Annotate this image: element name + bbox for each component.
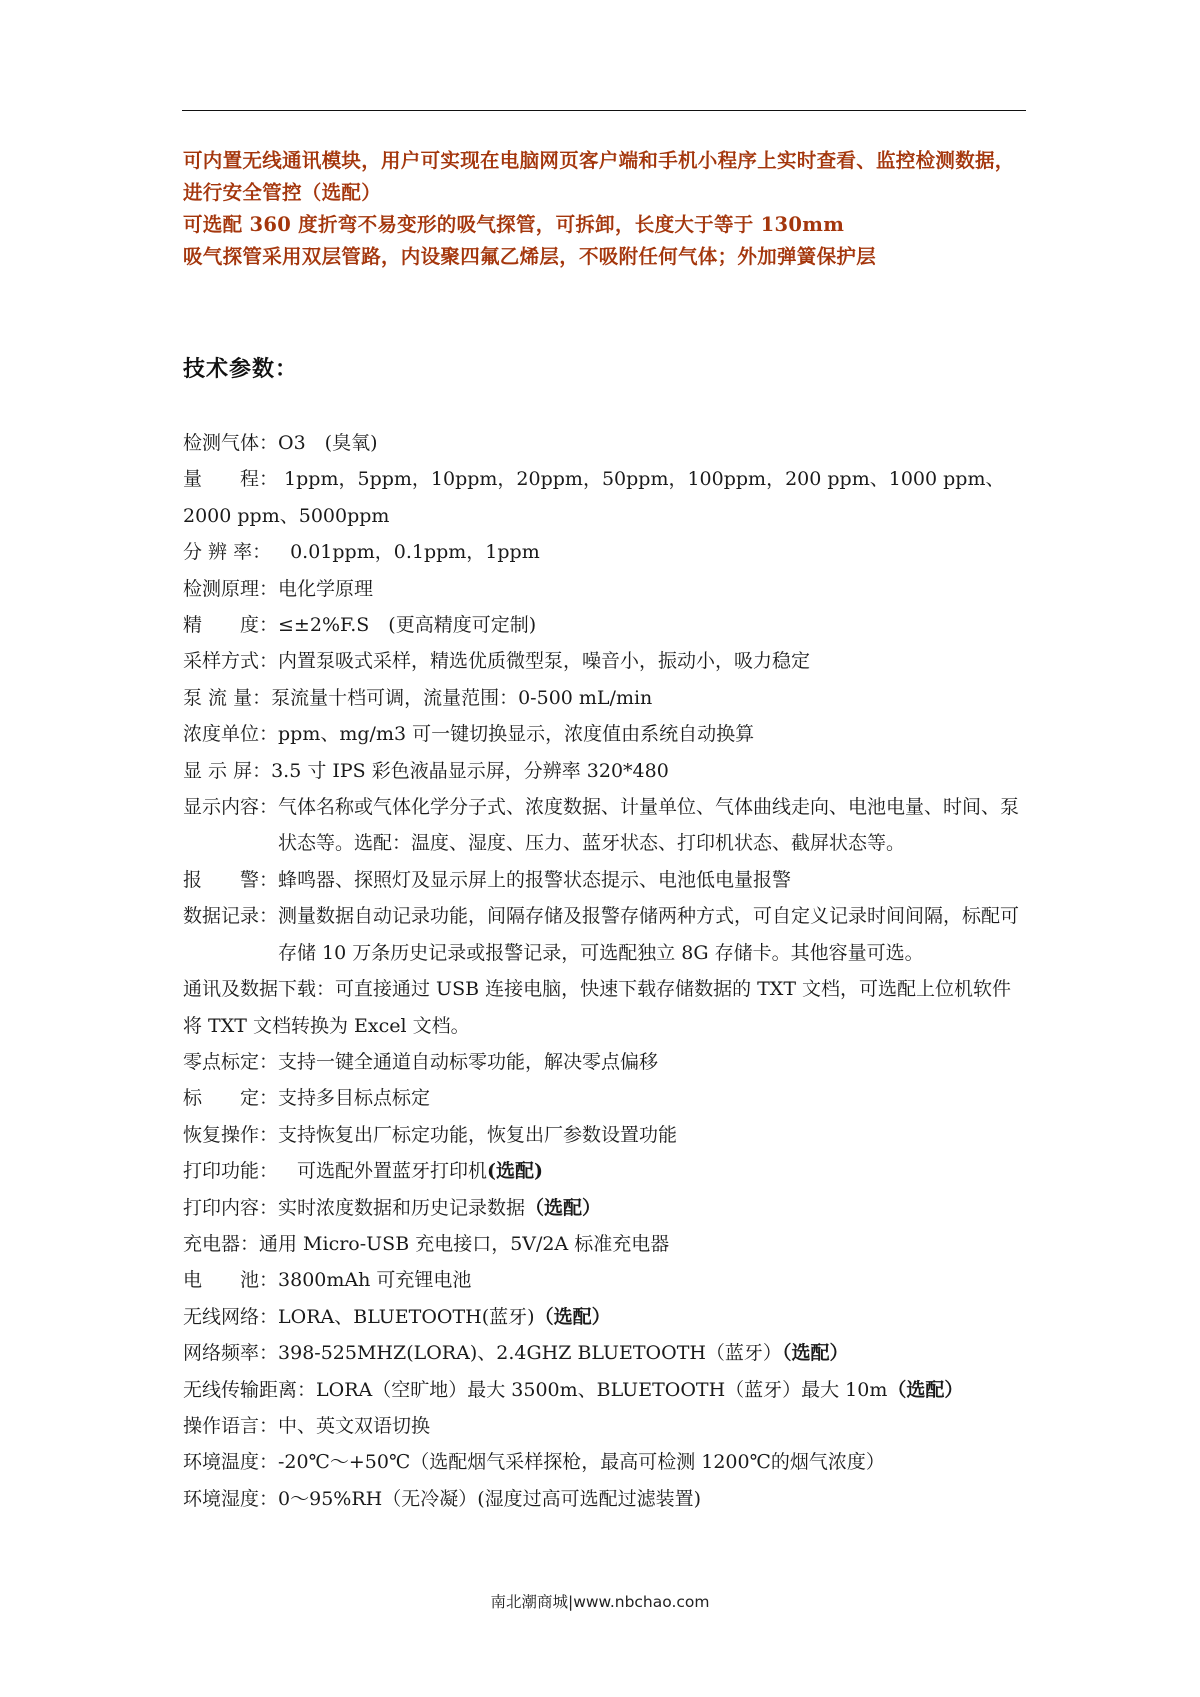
- spec-value: 1ppm，5ppm，10ppm，20ppm，50ppm，100ppm，200 ppm、1000 ppm、2000 ppm、5000ppm: [183, 468, 1005, 527]
- spec-value: [278, 1299, 1028, 1335]
- spec-label: 浓度单位：: [183, 723, 279, 746]
- spec-row: [183, 1408, 1028, 1444]
- spec-label: 无线网络：: [183, 1305, 279, 1328]
- spec-value: 支持多目标点标定: [278, 1087, 431, 1110]
- spec-row: [183, 1444, 1028, 1480]
- spec-value: ppm、mg/m3 可一键切换显示，浓度值由系统自动换算: [278, 723, 755, 746]
- spec-value: 中、英文双语切换: [278, 1414, 431, 1437]
- optional-tag: （选配）: [534, 1305, 611, 1328]
- page-footer: 南北潮商城|www.nbchao.com: [490, 1593, 710, 1611]
- spec-label: 环境温度：: [183, 1451, 279, 1474]
- spec-label: 显 示 屏：: [183, 759, 272, 782]
- spec-row: [183, 1044, 1028, 1080]
- spec-label: 显示内容：: [183, 796, 279, 819]
- header-rule: [182, 110, 1026, 111]
- spec-value: [278, 1153, 1028, 1189]
- spec-value: 通用 Micro-USB 充电接口，5V/2A 标准充电器: [259, 1232, 670, 1255]
- spec-label: 数据记录：: [183, 905, 279, 928]
- spec-value: 电化学原理: [278, 577, 374, 600]
- spec-row: [183, 716, 1028, 752]
- spec-row: [183, 1372, 1028, 1408]
- spec-value: 3.5 寸 IPS 彩色液晶显示屏，分辨率 320*480: [271, 759, 669, 782]
- spec-row: [183, 607, 1028, 643]
- highlight-line: 吸气探管采用双层管路，内设聚四氟乙烯层，不吸附任何气体；外加弹簧保护层: [183, 245, 877, 268]
- spec-row: [183, 1190, 1028, 1226]
- spec-label: 打印功能：: [183, 1160, 279, 1183]
- spec-value: 内置泵吸式采样，精选优质微型泵，噪音小，振动小，吸力稳定: [278, 650, 811, 673]
- spec-label: 充电器：: [183, 1232, 260, 1255]
- spec-label: 环境湿度：: [183, 1487, 279, 1510]
- spec-row: [183, 1153, 1028, 1189]
- spec-label: 分 辨 率：: [183, 541, 272, 564]
- spec-label: 采样方式：: [183, 650, 279, 673]
- spec-value: 泵流量十档可调，流量范围：0-500 mL/min: [271, 686, 653, 709]
- spec-list: [183, 425, 1028, 1517]
- spec-row: [183, 461, 1028, 534]
- highlight-line: 可选配 360 度折弯不易变形的吸气探管，可拆卸，长度大于等于 130mm: [183, 213, 845, 236]
- spec-row: [183, 1080, 1028, 1116]
- spec-row: [183, 1481, 1028, 1517]
- spec-label: 精 度：: [183, 614, 279, 637]
- spec-label: 通讯及数据下载：: [183, 978, 336, 1001]
- spec-value: [316, 1372, 1028, 1408]
- spec-label: 检测原理：: [183, 577, 279, 600]
- spec-value: 3800mAh 可充锂电池: [278, 1269, 472, 1292]
- spec-value-text: 实时浓度数据和历史记录数据: [278, 1196, 526, 1219]
- spec-value: [278, 1190, 1028, 1226]
- spec-row: [183, 1117, 1028, 1153]
- spec-value: 蜂鸣器、探照灯及显示屏上的报警状态提示、电池低电量报警: [278, 868, 792, 891]
- spec-value: 支持一键全通道自动标零功能，解决零点偏移: [278, 1050, 659, 1073]
- spec-label: 打印内容：: [183, 1196, 279, 1219]
- spec-value-text: 398-525MHZ(LORA)、2.4GHZ BLUETOOTH（蓝牙）: [278, 1342, 782, 1365]
- spec-value: 气体名称或气体化学分子式、浓度数据、计量单位、气体曲线走向、电池电量、时间、泵状态等。选配：温度、湿度、压力、蓝牙状态、打印机状态、截屏状态等。: [278, 796, 1020, 855]
- spec-row: [183, 753, 1028, 789]
- spec-row: [183, 898, 1028, 971]
- spec-row: [183, 1262, 1028, 1298]
- section-heading: 技术参数：: [183, 356, 299, 382]
- spec-value-text: LORA（空旷地）最大 3500m、BLUETOOTH（蓝牙）最大 10m: [316, 1378, 888, 1401]
- spec-row: [183, 643, 1028, 679]
- spec-label: 标 定：: [183, 1087, 279, 1110]
- spec-label: 报 警：: [183, 868, 279, 891]
- spec-value: [278, 1335, 1028, 1371]
- spec-value: 可直接通过 USB 连接电脑，快速下载存储数据的 TXT 文档，可选配上位机软件将 TXT 文档转换为 Excel 文档。: [183, 978, 1012, 1037]
- spec-value: O3 (臭氧): [278, 432, 378, 454]
- spec-value: 0.01ppm，0.1ppm，1ppm: [271, 541, 540, 564]
- optional-tag: （选配）: [525, 1196, 602, 1219]
- spec-row: [183, 1299, 1028, 1335]
- spec-value: ≤±2%F.S (更高精度可定制): [278, 614, 537, 637]
- spec-row: [183, 534, 1028, 570]
- spec-label: 电 池：: [183, 1269, 279, 1292]
- spec-value-text: LORA、BLUETOOTH(蓝牙): [278, 1305, 535, 1328]
- spec-label: 泵 流 量：: [183, 686, 272, 709]
- feature-highlights: [183, 145, 1033, 273]
- spec-row: [183, 680, 1028, 716]
- spec-row: [183, 862, 1028, 898]
- spec-label: 恢复操作：: [183, 1123, 279, 1146]
- spec-row: [183, 1335, 1028, 1371]
- optional-tag: （选配）: [887, 1378, 964, 1401]
- spec-value: 测量数据自动记录功能，间隔存储及报警存储两种方式，可自定义记录时间间隔，标配可存储 10 万条历史记录或报警记录，可选配独立 8G 存储卡。其他容量可选。: [278, 905, 1020, 964]
- highlight-line: 可内置无线通讯模块，用户可实现在电脑网页客户端和手机小程序上实时查看、监控检测数据，进行安全管控（选配）: [183, 149, 1015, 204]
- spec-value: 0～95%RH（无冷凝）(湿度过高可选配过滤装置): [278, 1487, 702, 1510]
- spec-value: 支持恢复出厂标定功能，恢复出厂参数设置功能: [278, 1123, 678, 1146]
- spec-row: [183, 971, 1028, 1044]
- spec-label: 检测气体：: [183, 432, 279, 454]
- spec-value: -20℃～+50℃（选配烟气采样探枪，最高可检测 1200℃的烟气浓度）: [278, 1451, 885, 1474]
- spec-row: [183, 1226, 1028, 1262]
- spec-row: [183, 425, 1028, 461]
- spec-label: 零点标定：: [183, 1050, 279, 1073]
- spec-label: 无线传输距离：: [183, 1378, 317, 1401]
- optional-tag: (选配): [487, 1160, 544, 1183]
- spec-label: 量 程：: [183, 468, 279, 491]
- spec-row: [183, 789, 1028, 862]
- spec-value-text: 可选配外置蓝牙打印机: [278, 1160, 488, 1183]
- spec-label: 网络频率：: [183, 1342, 279, 1365]
- spec-label: 操作语言：: [183, 1414, 279, 1437]
- optional-tag: （选配）: [781, 1342, 849, 1365]
- spec-row: [183, 571, 1028, 607]
